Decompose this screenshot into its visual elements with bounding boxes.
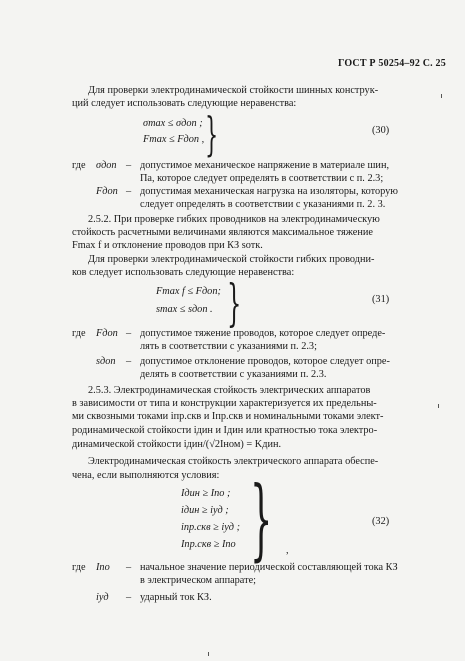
definition-line: допустимое отклонение проводов, которое следует опре- bbox=[140, 356, 390, 367]
dash: – bbox=[126, 328, 132, 339]
dash: – bbox=[126, 160, 132, 171]
dash: – bbox=[126, 186, 132, 197]
paragraph-line: Fmax f и отклонение проводов при КЗ sотк. bbox=[72, 240, 263, 251]
definition-line: делять в соответствии с указаниями п. 2.3. bbox=[140, 369, 327, 380]
equation-number: (30) bbox=[372, 125, 390, 136]
dash: – bbox=[126, 356, 132, 367]
scan-mark bbox=[438, 404, 439, 408]
equation-line: iпр.скв ≥ iуд ; bbox=[181, 522, 241, 533]
equation-comma: , bbox=[286, 545, 289, 556]
definition-line: допустимая механическая нагрузка на изоляторы, которую bbox=[140, 186, 398, 197]
paragraph-line: Для проверки электродинамической стойкости шинных конструк- bbox=[88, 85, 379, 96]
dash: – bbox=[126, 562, 132, 573]
definition-line: Па, которое следует определять в соответствии с п. 2.3; bbox=[140, 173, 384, 184]
symbol: iуд bbox=[96, 592, 109, 603]
paragraph-line: в зависимости от типа и конструкции характеризуется их предельны- bbox=[72, 398, 377, 409]
equation-line: Iдин ≥ Iпо ; bbox=[181, 488, 231, 499]
equation-number: (32) bbox=[372, 516, 390, 527]
equation-line: Iпр.скв ≥ Iпо bbox=[181, 539, 236, 550]
paragraph-line: Для проверки электродинамической стойкости гибких проводни- bbox=[88, 254, 375, 265]
where-label: где bbox=[72, 562, 86, 573]
definition-line: в электрическом аппарате; bbox=[140, 575, 257, 586]
paragraph-line: 2.5.2. При проверке гибких проводников на электродинамическую bbox=[88, 214, 380, 225]
symbol: Fдоп bbox=[96, 186, 118, 197]
right-brace: } bbox=[227, 274, 242, 332]
symbol: σдоп bbox=[96, 160, 117, 171]
equation-line: Fmax ≤ Fдоп , bbox=[143, 134, 205, 145]
scan-mark bbox=[441, 94, 442, 98]
definition-line: допустимое тяжение проводов, которое следует опреде- bbox=[140, 328, 386, 339]
dash: – bbox=[126, 592, 132, 603]
definition-line: допустимое механическое напряжение в материале шин, bbox=[140, 160, 390, 171]
definition-line: начальное значение периодической составляющей тока КЗ bbox=[140, 562, 398, 573]
paragraph-line: родинамической стойкости iдин и Iдин или кратностью тока электро- bbox=[72, 425, 378, 436]
equation-line: Fmax f ≤ Fдоп; bbox=[156, 286, 221, 297]
symbol: sдоп bbox=[96, 356, 116, 367]
definition-line: следует определять в соответствии с указаниями п. 2. 3. bbox=[140, 199, 386, 210]
equation-line: σmax ≤ σдоп ; bbox=[143, 118, 203, 129]
paragraph-line: динамической стойкости iдин/(√2Iном) = Kдин. bbox=[72, 439, 282, 450]
equation-number: (31) bbox=[372, 294, 390, 305]
symbol: Fдоп bbox=[96, 328, 118, 339]
paragraph-line: чена, если выполняются условия: bbox=[72, 470, 220, 481]
paragraph-line: ций следует использовать следующие неравенства: bbox=[72, 98, 297, 109]
paragraph-line: ми сквозными токами iпр.скв и Iпр.скв и номинальными токами элект- bbox=[72, 411, 384, 422]
paragraph-line: Электродинамическая стойкость электрического аппарата обеспе- bbox=[88, 456, 379, 467]
page-header: ГОСТ Р 50254–92 С. 25 bbox=[338, 58, 446, 69]
definition-line: лять в соответствии с указаниями п. 2.3; bbox=[140, 341, 317, 352]
equation-line: smax ≤ sдоп . bbox=[156, 304, 213, 315]
where-label: где bbox=[72, 328, 86, 339]
paragraph-line: стойкость расчетными величинами являются максимальное тяжение bbox=[72, 227, 373, 238]
symbol: Iпо bbox=[96, 562, 110, 573]
definition-line: ударный ток КЗ. bbox=[140, 592, 212, 603]
right-brace: } bbox=[250, 467, 273, 570]
equation-line: iдин ≥ iуд ; bbox=[181, 505, 229, 516]
scan-mark bbox=[208, 652, 209, 656]
where-label: где bbox=[72, 160, 86, 171]
right-brace: } bbox=[205, 107, 219, 161]
paragraph-line: 2.5.3. Электродинамическая стойкость электрических аппаратов bbox=[88, 385, 371, 396]
paragraph-line: ков следует использовать следующие неравенства: bbox=[72, 267, 295, 278]
